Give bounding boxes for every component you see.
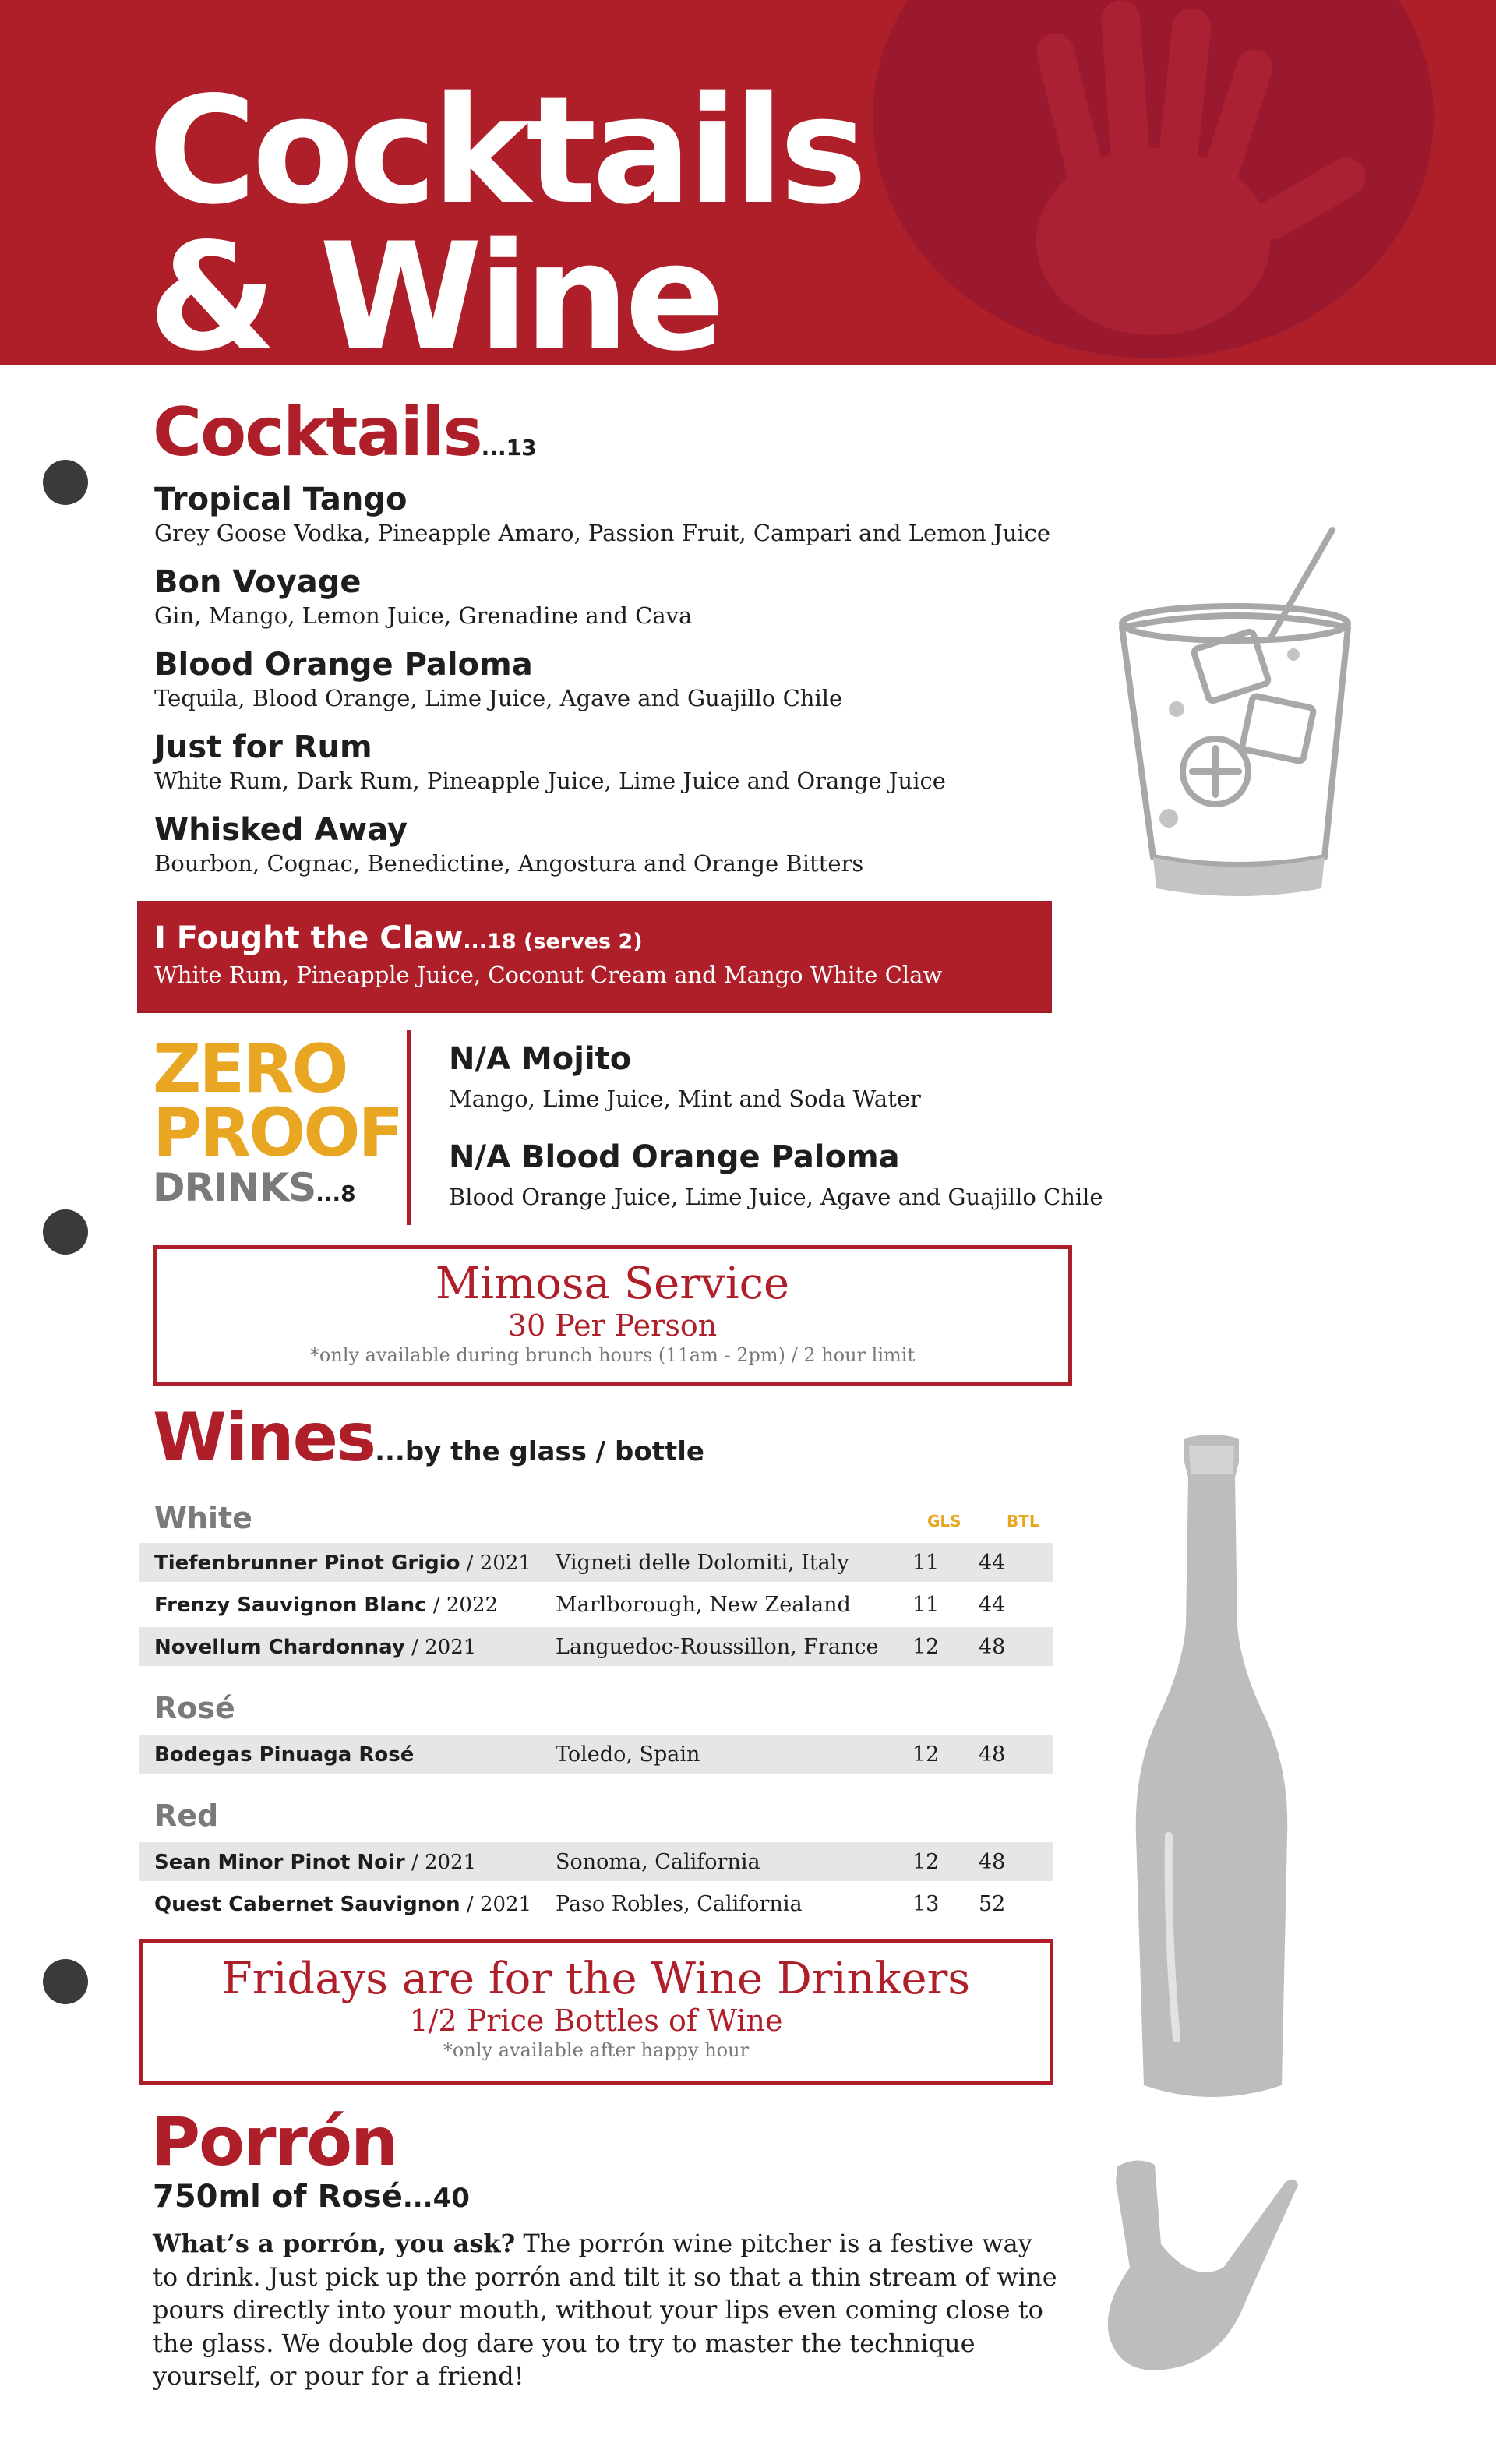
wines-subtitle: ...by the glass / bottle xyxy=(375,1436,704,1467)
wine-glass-price: 12 xyxy=(912,1634,940,1659)
wine-region: Sonoma, California xyxy=(556,1849,760,1874)
wine-glass-price: 11 xyxy=(912,1592,940,1617)
wine-bottle-price: 52 xyxy=(979,1891,1006,1916)
page-title xyxy=(148,65,863,365)
page-title-line-1: Cocktails xyxy=(148,65,863,237)
zero-proof-price: ...8 xyxy=(316,1181,356,1207)
hand-print-icon xyxy=(919,0,1387,358)
binder-hole xyxy=(43,460,88,505)
wine-row xyxy=(139,1884,1053,1923)
cocktail-description: Grey Goose Vodka, Pineapple Amaro, Passion Fruit, Campari and Lemon Juice xyxy=(154,520,1051,546)
wines-title: Wines xyxy=(153,1399,376,1477)
wine-name: Sean Minor Pinot Noir xyxy=(154,1850,405,1874)
cocktail-name: Bon Voyage xyxy=(154,564,362,600)
cocktail-name: Whisked Away xyxy=(154,812,408,848)
porron-lead: What’s a porrón, you ask? xyxy=(153,2229,516,2258)
zero-proof-word-proof: PROOF xyxy=(153,1093,402,1172)
wine-bottle-price: 48 xyxy=(979,1634,1006,1659)
fridays-title: Fridays are for the Wine Drinkers xyxy=(221,1954,971,2004)
wine-glass-price: 12 xyxy=(912,1849,940,1874)
porron-title: Porrón xyxy=(151,2103,397,2181)
wine-category-red: Red xyxy=(154,1799,219,1833)
wine-region: Toledo, Spain xyxy=(556,1742,700,1767)
cocktail-item xyxy=(154,812,1167,879)
mimosa-note: *only available during brunch hours (11am - 2pm) / 2 hour limit xyxy=(309,1344,916,1367)
featured-cocktail-price: ...18 (serves 2) xyxy=(463,930,643,954)
cocktail-description: Tequila, Blood Orange, Lime Juice, Agave and Guajillo Chile xyxy=(154,685,843,711)
wine-name: Novellum Chardonnay xyxy=(154,1635,405,1659)
wine-bottle-price: 48 xyxy=(979,1849,1006,1874)
fridays-promo-box xyxy=(139,1939,1053,2085)
wine-name-cell xyxy=(139,1850,556,1874)
page-title-line-2: & Wine xyxy=(148,211,721,365)
wines-heading xyxy=(153,1399,704,1477)
wine-region: Vigneti delle Dolomiti, Italy xyxy=(556,1550,849,1575)
wine-name-cell xyxy=(139,1635,556,1659)
mimosa-service-box xyxy=(153,1245,1072,1386)
zero-proof-label xyxy=(153,1030,402,1211)
cocktail-item xyxy=(154,729,1167,796)
fridays-note: *only available after happy hour xyxy=(443,2039,750,2062)
wine-name: Quest Cabernet Sauvignon xyxy=(154,1892,460,1916)
wine-row xyxy=(139,1543,1053,1582)
header-banner xyxy=(0,0,1496,365)
porron-body: The porrón wine pitcher is a festive way to drink. Just pick up the porrón and tilt it so that a thin stream of wine pours directly into your mouth, without your lips even coming close to the glass. We double dog dare you to try to master the technique yourself, or pour for a friend! xyxy=(153,2229,1057,2392)
wine-name-cell xyxy=(139,1742,556,1767)
zero-proof-word-zero: ZERO xyxy=(153,1030,347,1108)
featured-cocktail-box xyxy=(139,902,1050,1011)
cocktails-heading xyxy=(153,394,537,471)
wine-region: Marlborough, New Zealand xyxy=(556,1592,851,1617)
mimosa-price: 30 Per Person xyxy=(507,1308,718,1343)
cocktail-name: Tropical Tango xyxy=(154,482,408,517)
wine-vintage: / 2021 xyxy=(460,1551,531,1575)
wine-row xyxy=(139,1585,1053,1624)
featured-cocktail-description: White Rum, Pineapple Juice, Coconut Cream and Mango White Claw xyxy=(154,962,943,988)
cocktail-description: White Rum, Dark Rum, Pineapple Juice, Lime Juice and Orange Juice xyxy=(154,768,946,794)
wine-row xyxy=(139,1627,1053,1666)
zero-proof-name: N/A Mojito xyxy=(449,1041,632,1077)
cocktail-item xyxy=(154,564,1167,631)
wine-row xyxy=(139,1842,1053,1881)
porron-size: 750ml of Rosé xyxy=(153,2179,403,2215)
wine-name: Tiefenbrunner Pinot Grigio xyxy=(154,1551,460,1575)
cocktails-title: Cocktails xyxy=(153,394,482,471)
cocktails-price: ...13 xyxy=(481,435,537,461)
wine-name: Bodegas Pinuaga Rosé xyxy=(154,1742,415,1767)
wine-name-cell xyxy=(139,1551,556,1575)
zero-proof-name: N/A Blood Orange Paloma xyxy=(449,1139,900,1175)
wine-bottle-icon xyxy=(1122,1431,1301,2116)
wine-region: Paso Robles, California xyxy=(556,1891,803,1916)
zero-proof-drinks-text: DRINKS xyxy=(153,1165,316,1211)
cocktail-glass-icon xyxy=(1114,522,1364,896)
zero-proof-divider xyxy=(407,1030,411,1225)
wine-glass-price: 11 xyxy=(912,1550,940,1575)
zero-proof-item xyxy=(449,1041,1228,1114)
wine-bottle-price: 44 xyxy=(979,1550,1006,1575)
zero-proof-description: Mango, Lime Juice, Mint and Soda Water xyxy=(449,1086,921,1112)
wine-category-rose: Rosé xyxy=(154,1691,235,1725)
wine-vintage: / 2021 xyxy=(404,1635,477,1659)
zero-proof-word-drinks xyxy=(153,1165,386,1211)
porron-price: ...40 xyxy=(402,2183,470,2214)
wine-name-cell xyxy=(139,1593,556,1617)
wine-vintage: / 2021 xyxy=(404,1850,477,1874)
column-header-glass: GLS xyxy=(927,1512,961,1530)
wine-name-cell xyxy=(139,1892,556,1916)
cocktail-item xyxy=(154,647,1167,714)
mimosa-title: Mimosa Service xyxy=(435,1258,790,1309)
wine-glass-price: 12 xyxy=(912,1742,940,1767)
wine-vintage: / 2022 xyxy=(426,1593,499,1617)
porron-subtitle xyxy=(153,2179,470,2215)
porron-pitcher-icon xyxy=(1099,2151,1301,2377)
wine-bottle-price: 48 xyxy=(979,1742,1006,1767)
porron-description xyxy=(153,2227,1064,2393)
wine-bottle-price: 44 xyxy=(979,1592,1006,1617)
fridays-offer: 1/2 Price Bottles of Wine xyxy=(409,2003,783,2038)
cocktail-description: Gin, Mango, Lemon Juice, Grenadine and Cava xyxy=(154,602,693,629)
featured-cocktail-heading xyxy=(154,921,1035,955)
wine-category-white: White xyxy=(154,1501,252,1535)
wine-vintage: / 2021 xyxy=(460,1892,532,1916)
zero-proof-item xyxy=(449,1139,1228,1213)
featured-cocktail-name: I Fought the Claw xyxy=(154,920,464,956)
column-header-bottle: BTL xyxy=(1007,1512,1039,1530)
cocktail-item xyxy=(154,482,1167,549)
zero-proof-description: Blood Orange Juice, Lime Juice, Agave and Guajillo Chile xyxy=(449,1184,1103,1210)
wine-row xyxy=(139,1735,1053,1774)
binder-hole xyxy=(43,1959,88,2004)
wine-region: Languedoc-Roussillon, France xyxy=(556,1634,879,1659)
binder-hole xyxy=(43,1209,88,1255)
cocktail-name: Blood Orange Paloma xyxy=(154,647,533,683)
wine-name: Frenzy Sauvignon Blanc xyxy=(154,1593,427,1617)
wine-glass-price: 13 xyxy=(912,1891,940,1916)
cocktail-description: Bourbon, Cognac, Benedictine, Angostura and Orange Bitters xyxy=(154,850,864,877)
cocktail-name: Just for Rum xyxy=(154,729,372,765)
